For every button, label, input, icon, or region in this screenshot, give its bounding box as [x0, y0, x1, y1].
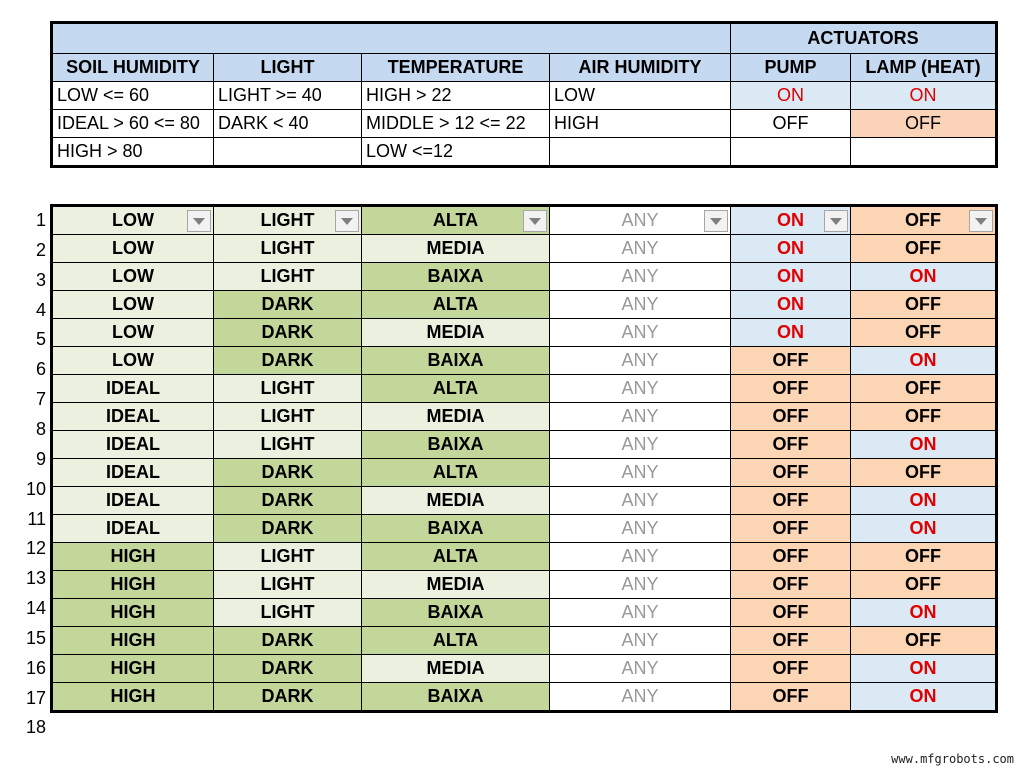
header-pump: PUMP: [731, 54, 851, 82]
air-humidity-cell: [550, 319, 731, 347]
light-cell: [214, 235, 362, 263]
row-number: 11: [27, 508, 46, 529]
air-humidity-cell: [550, 206, 731, 235]
pump-cell-text: OFF: [772, 378, 809, 398]
pump-cell: [731, 487, 851, 515]
temperature-cell-text: MEDIA: [426, 238, 485, 258]
reference-row: [52, 82, 997, 110]
lamp-cell: [851, 347, 997, 375]
row-number: 6: [35, 359, 46, 380]
reference-cell: LIGHT >= 40: [214, 82, 362, 110]
lamp-cell-text: OFF: [905, 630, 941, 650]
lamp-cell: [851, 263, 997, 291]
lamp-cell: [851, 375, 997, 403]
pump-cell: [731, 347, 851, 375]
lamp-cell-text: ON: [909, 518, 937, 538]
air-humidity-cell-text: ANY: [621, 546, 659, 566]
reference-cell: HIGH: [550, 110, 731, 138]
air-humidity-cell-text: ANY: [621, 518, 659, 538]
pump-cell-text: OFF: [772, 434, 809, 454]
reference-cell: DARK < 40: [214, 110, 362, 138]
air-humidity-cell: [550, 683, 731, 712]
light-cell-text: LIGHT: [260, 210, 315, 230]
rule-row: [52, 431, 997, 459]
pump-cell-text: OFF: [772, 546, 809, 566]
dropdown-arrow-icon: [529, 218, 541, 225]
lamp-cell: [851, 235, 997, 263]
rule-row: [52, 319, 997, 347]
temperature-cell-text: BAIXA: [427, 434, 484, 454]
soil-humidity-cell: [52, 683, 214, 712]
light-cell-text: DARK: [261, 350, 314, 370]
rule-row: [52, 627, 997, 655]
air-humidity-cell-text: ANY: [621, 602, 659, 622]
soil-humidity-cell: [52, 263, 214, 291]
temperature-cell: [362, 375, 550, 403]
soil-humidity-cell-text: HIGH: [110, 658, 156, 678]
soil-humidity-cell: [52, 515, 214, 543]
air-humidity-cell: [550, 459, 731, 487]
light-cell: [214, 291, 362, 319]
temperature-cell-text: ALTA: [432, 378, 479, 398]
pump-cell-text: ON: [777, 294, 804, 314]
pump-cell-text: ON: [777, 238, 804, 258]
reference-pump-off: OFF: [731, 110, 851, 138]
temperature-cell-text: MEDIA: [426, 322, 485, 342]
temperature-cell: [362, 599, 550, 627]
air-humidity-cell: [550, 627, 731, 655]
air-humidity-cell-text: ANY: [621, 434, 659, 454]
light-cell: [214, 543, 362, 571]
rules-table: [50, 204, 998, 713]
rule-row: [52, 235, 997, 263]
light-cell: [214, 263, 362, 291]
pump-cell: [731, 515, 851, 543]
pump-cell: [731, 571, 851, 599]
light-cell: [214, 206, 362, 235]
reference-lamp-on: ON: [851, 82, 997, 110]
light-cell-text: DARK: [261, 518, 314, 538]
soil-humidity-cell: [52, 487, 214, 515]
rule-row: [52, 683, 997, 712]
dropdown-arrow-icon: [193, 218, 205, 225]
temperature-cell-text: MEDIA: [426, 490, 485, 510]
row-number: 1: [35, 210, 46, 230]
light-cell-text: DARK: [261, 322, 314, 342]
pump-cell: [731, 206, 851, 235]
lamp-cell: [851, 515, 997, 543]
lamp-cell-text: ON: [909, 602, 937, 622]
pump-cell: [731, 655, 851, 683]
row-number: 15: [25, 627, 46, 648]
rule-row: [52, 655, 997, 683]
pump-cell-text: OFF: [772, 602, 809, 622]
light-cell-text: DARK: [261, 686, 314, 706]
light-cell: [214, 347, 362, 375]
header-soil-humidity: SOIL HUMIDITY: [52, 54, 214, 82]
lamp-cell: [851, 291, 997, 319]
row-number: 16: [25, 657, 46, 678]
row-number: 3: [35, 269, 46, 290]
soil-humidity-cell-text: IDEAL: [106, 462, 160, 482]
air-humidity-cell-text: ANY: [621, 294, 659, 314]
temperature-cell: [362, 627, 550, 655]
reference-title-row: [52, 23, 997, 54]
temperature-cell-text: BAIXA: [427, 266, 484, 286]
row-number: 7: [35, 389, 46, 410]
reference-cell: [731, 138, 851, 167]
lamp-cell-text: OFF: [905, 322, 941, 342]
pump-cell-text: OFF: [772, 658, 809, 678]
pump-cell-text: OFF: [772, 686, 809, 706]
air-humidity-cell: [550, 403, 731, 431]
filter-dropdown-button[interactable]: [824, 210, 848, 232]
temperature-cell-text: ALTA: [432, 210, 479, 230]
header-temperature: TEMPERATURE: [362, 54, 550, 82]
lamp-cell-text: OFF: [905, 546, 941, 566]
temperature-cell-text: BAIXA: [427, 602, 484, 622]
air-humidity-cell: [550, 347, 731, 375]
header-light: LIGHT: [214, 54, 362, 82]
air-humidity-cell-text: ANY: [621, 686, 659, 706]
lamp-cell-text: OFF: [905, 462, 941, 482]
soil-humidity-cell: [52, 627, 214, 655]
lamp-cell: [851, 571, 997, 599]
light-cell: [214, 431, 362, 459]
lamp-cell: [851, 319, 997, 347]
soil-humidity-cell-text: LOW: [112, 322, 154, 342]
filter-dropdown-button[interactable]: [187, 210, 211, 232]
filter-dropdown-button[interactable]: [969, 210, 993, 232]
air-humidity-cell: [550, 291, 731, 319]
lamp-cell: [851, 627, 997, 655]
air-humidity-cell-text: ANY: [621, 490, 659, 510]
pump-cell-text: OFF: [772, 406, 809, 426]
row-number: 13: [25, 568, 46, 589]
filter-dropdown-button[interactable]: [335, 210, 359, 232]
pump-cell-text: OFF: [772, 490, 809, 510]
pump-cell-text: OFF: [772, 350, 809, 370]
air-humidity-cell-text: ANY: [621, 658, 659, 678]
air-humidity-cell: [550, 235, 731, 263]
reference-row: [52, 138, 997, 167]
temperature-cell: [362, 263, 550, 291]
rule-row: [52, 599, 997, 627]
row-number: 18: [25, 717, 46, 738]
pump-cell: [731, 235, 851, 263]
lamp-cell: [851, 543, 997, 571]
filter-dropdown-button[interactable]: [523, 210, 547, 232]
air-humidity-cell: [550, 487, 731, 515]
air-humidity-cell: [550, 571, 731, 599]
soil-humidity-cell-text: HIGH: [110, 546, 156, 566]
air-humidity-cell-text: ANY: [621, 574, 659, 594]
dropdown-arrow-icon: [341, 218, 353, 225]
lamp-cell: [851, 403, 997, 431]
filter-dropdown-button[interactable]: [704, 210, 728, 232]
lamp-cell-text: OFF: [905, 406, 941, 426]
soil-humidity-cell-text: LOW: [112, 294, 154, 314]
reference-cell: HIGH > 80: [52, 138, 214, 167]
temperature-cell: [362, 487, 550, 515]
lamp-cell: [851, 683, 997, 712]
air-humidity-cell-text: ANY: [621, 350, 659, 370]
air-humidity-cell-text: ANY: [621, 266, 659, 286]
soil-humidity-cell-text: IDEAL: [106, 490, 160, 510]
row-number: 10: [25, 478, 46, 499]
soil-humidity-cell-text: LOW: [112, 238, 154, 258]
rule-row: [52, 263, 997, 291]
lamp-cell: [851, 599, 997, 627]
rule-row: [52, 206, 997, 235]
light-cell-text: DARK: [261, 658, 314, 678]
row-number: 9: [35, 448, 46, 469]
row-number: 5: [35, 329, 46, 350]
lamp-cell: [851, 206, 997, 235]
light-cell: [214, 571, 362, 599]
row-number: 8: [35, 418, 46, 439]
lamp-cell-text: ON: [909, 490, 937, 510]
light-cell-text: LIGHT: [260, 602, 315, 622]
soil-humidity-cell: [52, 403, 214, 431]
light-cell: [214, 599, 362, 627]
air-humidity-cell-text: ANY: [621, 630, 659, 650]
air-humidity-cell-text: ANY: [621, 406, 659, 426]
light-cell-text: DARK: [261, 294, 314, 314]
temperature-cell-text: MEDIA: [426, 658, 485, 678]
light-cell: [214, 487, 362, 515]
soil-humidity-cell: [52, 375, 214, 403]
soil-humidity-cell-text: LOW: [112, 210, 154, 230]
lamp-cell-text: OFF: [905, 210, 941, 230]
pump-cell: [731, 683, 851, 712]
air-humidity-cell-text: ANY: [621, 238, 659, 258]
rule-row: [52, 487, 997, 515]
pump-cell: [731, 403, 851, 431]
soil-humidity-cell: [52, 291, 214, 319]
header-lamp-heat: LAMP (HEAT): [851, 54, 997, 82]
temperature-cell-text: ALTA: [432, 546, 479, 566]
lamp-cell-text: OFF: [905, 574, 941, 594]
soil-humidity-cell-text: HIGH: [110, 686, 156, 706]
lamp-cell-text: ON: [909, 686, 937, 706]
dropdown-arrow-icon: [710, 218, 722, 225]
actuators-title: ACTUATORS: [731, 23, 997, 54]
soil-humidity-cell: [52, 235, 214, 263]
soil-humidity-cell: [52, 206, 214, 235]
lamp-cell-text: ON: [909, 350, 937, 370]
lamp-cell: [851, 487, 997, 515]
temperature-cell-text: ALTA: [432, 462, 479, 482]
temperature-cell: [362, 543, 550, 571]
air-humidity-cell-text: ANY: [621, 462, 659, 482]
temperature-cell-text: MEDIA: [426, 406, 485, 426]
dropdown-arrow-icon: [830, 218, 842, 225]
lamp-cell-text: ON: [909, 434, 937, 454]
light-cell: [214, 683, 362, 712]
reference-cell: MIDDLE > 12 <= 22: [362, 110, 550, 138]
temperature-cell-text: BAIXA: [427, 350, 484, 370]
light-cell: [214, 627, 362, 655]
reference-cell: [214, 138, 362, 167]
temperature-cell: [362, 515, 550, 543]
rule-row: [52, 347, 997, 375]
pump-cell: [731, 375, 851, 403]
soil-humidity-cell: [52, 655, 214, 683]
light-cell-text: LIGHT: [260, 266, 315, 286]
reference-row: [52, 110, 997, 138]
air-humidity-cell: [550, 655, 731, 683]
soil-humidity-cell-text: HIGH: [110, 574, 156, 594]
light-cell-text: DARK: [261, 630, 314, 650]
temperature-cell-text: ALTA: [432, 630, 479, 650]
soil-humidity-cell: [52, 459, 214, 487]
light-cell: [214, 655, 362, 683]
air-humidity-cell: [550, 515, 731, 543]
reference-cell: [851, 138, 997, 167]
rule-row: [52, 291, 997, 319]
light-cell: [214, 403, 362, 431]
soil-humidity-cell: [52, 431, 214, 459]
temperature-cell: [362, 459, 550, 487]
rule-row: [52, 571, 997, 599]
air-humidity-cell-text: ANY: [621, 378, 659, 398]
row-number: 14: [25, 598, 46, 619]
temperature-cell-text: BAIXA: [427, 518, 484, 538]
reference-cell: LOW <=12: [362, 138, 550, 167]
pump-cell: [731, 319, 851, 347]
reference-cell: [550, 138, 731, 167]
pump-cell: [731, 627, 851, 655]
temperature-cell-text: ALTA: [432, 294, 479, 314]
light-cell: [214, 375, 362, 403]
row-number: 4: [35, 299, 46, 320]
reference-pump-on: ON: [731, 82, 851, 110]
temperature-cell: [362, 206, 550, 235]
lamp-cell: [851, 459, 997, 487]
soil-humidity-cell-text: HIGH: [110, 630, 156, 650]
light-cell: [214, 515, 362, 543]
reference-cell: LOW: [550, 82, 731, 110]
light-cell-text: DARK: [261, 490, 314, 510]
reference-lamp-off: OFF: [851, 110, 997, 138]
reference-table: [50, 21, 998, 168]
lamp-cell-text: ON: [909, 658, 937, 678]
temperature-cell: [362, 683, 550, 712]
reference-cell: IDEAL > 60 <= 80: [52, 110, 214, 138]
air-humidity-cell: [550, 543, 731, 571]
light-cell-text: LIGHT: [260, 434, 315, 454]
light-cell-text: LIGHT: [260, 378, 315, 398]
reference-cell: LOW <= 60: [52, 82, 214, 110]
row-number: 12: [25, 538, 46, 559]
air-humidity-cell: [550, 375, 731, 403]
pump-cell-text: OFF: [772, 462, 809, 482]
temperature-cell: [362, 319, 550, 347]
pump-cell: [731, 543, 851, 571]
temperature-cell: [362, 291, 550, 319]
lamp-cell-text: OFF: [905, 378, 941, 398]
temperature-cell: [362, 235, 550, 263]
pump-cell: [731, 431, 851, 459]
lamp-cell-text: OFF: [905, 238, 941, 258]
air-humidity-cell: [550, 599, 731, 627]
soil-humidity-cell-text: IDEAL: [106, 406, 160, 426]
rule-row: [52, 459, 997, 487]
air-humidity-cell-text: ANY: [621, 210, 659, 230]
light-cell-text: LIGHT: [260, 574, 315, 594]
temperature-cell-text: BAIXA: [427, 686, 484, 706]
light-cell-text: LIGHT: [260, 546, 315, 566]
lamp-cell: [851, 431, 997, 459]
row-number: 2: [35, 239, 46, 260]
temperature-cell: [362, 655, 550, 683]
reference-cell: HIGH > 22: [362, 82, 550, 110]
soil-humidity-cell: [52, 319, 214, 347]
soil-humidity-cell: [52, 543, 214, 571]
pump-cell: [731, 599, 851, 627]
dropdown-arrow-icon: [975, 218, 987, 225]
air-humidity-cell: [550, 263, 731, 291]
lamp-cell-text: OFF: [905, 294, 941, 314]
lamp-cell-text: ON: [909, 266, 937, 286]
soil-humidity-cell-text: IDEAL: [106, 434, 160, 454]
header-air-humidity: AIR HUMIDITY: [550, 54, 731, 82]
soil-humidity-cell: [52, 347, 214, 375]
pump-cell-text: OFF: [772, 574, 809, 594]
air-humidity-cell: [550, 431, 731, 459]
light-cell-text: DARK: [261, 462, 314, 482]
temperature-cell: [362, 347, 550, 375]
pump-cell-text: OFF: [772, 630, 809, 650]
reference-title-blank: [52, 23, 731, 54]
pump-cell: [731, 459, 851, 487]
lamp-cell: [851, 655, 997, 683]
soil-humidity-cell-text: IDEAL: [106, 518, 160, 538]
soil-humidity-cell-text: IDEAL: [106, 378, 160, 398]
temperature-cell-text: MEDIA: [426, 574, 485, 594]
watermark: www.mfgrobots.com: [891, 752, 1014, 766]
temperature-cell: [362, 403, 550, 431]
pump-cell-text: OFF: [772, 518, 809, 538]
light-cell: [214, 459, 362, 487]
light-cell-text: LIGHT: [260, 238, 315, 258]
pump-cell: [731, 263, 851, 291]
light-cell-text: LIGHT: [260, 406, 315, 426]
reference-header-row: [52, 54, 997, 82]
soil-humidity-cell-text: HIGH: [110, 602, 156, 622]
rule-row: [52, 515, 997, 543]
rule-row: [52, 403, 997, 431]
soil-humidity-cell: [52, 599, 214, 627]
row-number: 17: [25, 687, 46, 708]
temperature-cell: [362, 571, 550, 599]
air-humidity-cell-text: ANY: [621, 322, 659, 342]
rule-row: [52, 375, 997, 403]
pump-cell-text: ON: [777, 266, 804, 286]
light-cell: [214, 319, 362, 347]
pump-cell-text: ON: [777, 210, 804, 230]
soil-humidity-cell-text: LOW: [112, 266, 154, 286]
temperature-cell: [362, 431, 550, 459]
pump-cell: [731, 291, 851, 319]
soil-humidity-cell-text: LOW: [112, 350, 154, 370]
rule-row: [52, 543, 997, 571]
soil-humidity-cell: [52, 571, 214, 599]
pump-cell-text: ON: [777, 322, 804, 342]
